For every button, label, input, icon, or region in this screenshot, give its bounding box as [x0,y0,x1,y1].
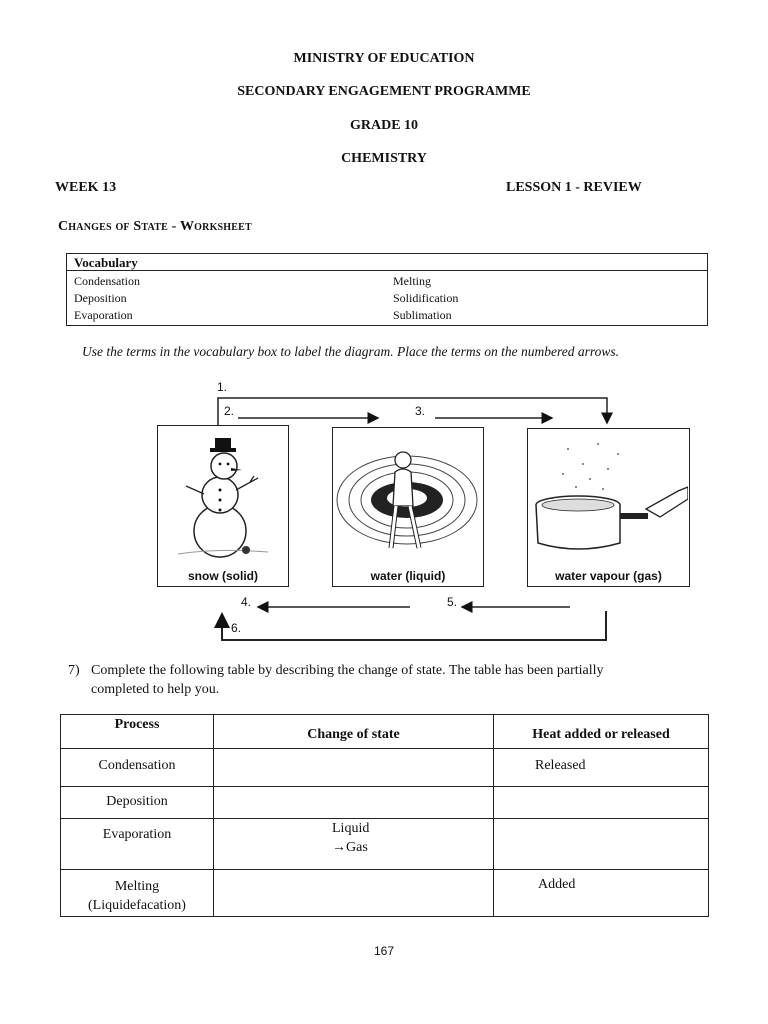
vocab-term: Evaporation [74,308,133,322]
question-line-2: completed to help you. [91,682,220,697]
arrow-label-4: 4. [241,595,252,609]
table-row [61,870,709,917]
pot-illustration [528,429,688,565]
cell-change[interactable] [214,870,494,917]
cell-change-line-1: Liquid [332,821,370,836]
instruction-text: Use the terms in the vocabulary box to label the diagram. Place the terms on the numbered arrows. [82,344,620,359]
header-process: Process [61,715,214,749]
table-row [61,749,709,787]
arrow-label-1: 1. [217,380,228,394]
cell-process: Condensation [61,749,214,787]
cell-heat[interactable]: Added [494,870,709,917]
cell-process-line-2: (Liquidefacation) [88,898,186,913]
vocab-term: Condensation [74,274,140,288]
cell-change[interactable] [214,749,494,787]
panel-water [332,427,484,587]
vocabulary-heading-row [67,254,707,271]
cell-process-line-1: Melting [114,879,160,894]
cell-heat[interactable] [494,819,709,870]
cell-heat[interactable] [494,787,709,819]
header-ministry: MINISTRY OF EDUCATION [293,51,475,66]
vocab-term: Sublimation [393,308,452,322]
panel-snow [157,425,289,587]
question-number: 7) [68,663,80,678]
swimmer-illustration [333,428,482,566]
panel-caption-water: water (liquid) [370,569,446,583]
cell-change-line-2: →Gas [332,840,368,855]
header-heat: Heat added or released [494,715,709,749]
table-row [61,787,709,819]
vocab-term: Deposition [74,291,127,305]
cell-process [61,870,214,917]
vocabulary-box [66,253,708,326]
cell-process: Evaporation [61,819,214,870]
header-change-of-state: Change of state [214,715,494,749]
panel-vapour [527,428,690,587]
arrow-6 [222,611,606,640]
header-programme: SECONDARY ENGAGEMENT PROGRAMME [237,84,531,99]
question-line-1: Complete the following table by describing the change of state. The table has been partially [91,663,604,678]
cell-process: Deposition [61,787,214,819]
change-of-state-diagram [150,376,720,646]
lesson-label: LESSON 1 - REVIEW [506,180,642,195]
change-of-state-table [60,714,709,917]
vocabulary-heading: Vocabulary [74,255,138,270]
table-row [61,819,709,870]
cell-change[interactable] [214,787,494,819]
table-header-row [61,715,709,749]
page-number: 167 [373,944,395,958]
arrow-1 [218,398,607,425]
vocab-term: Melting [393,274,431,288]
arrow-label-5: 5. [447,595,458,609]
panel-caption-snow: snow (solid) [188,569,258,583]
worksheet-title: Changes of State - Worksheet [58,219,252,234]
arrow-label-2: 2. [224,404,235,418]
panel-caption-vapour: water vapour (gas) [555,569,662,583]
cell-change[interactable] [214,819,494,870]
header-subject: CHEMISTRY [341,151,427,166]
arrow-label-6: 6. [231,621,242,635]
week-label: WEEK 13 [55,180,117,195]
arrow-label-3: 3. [415,404,426,418]
header-grade: GRADE 10 [349,118,419,133]
snowman-illustration [158,426,287,566]
cell-heat[interactable]: Released [494,749,709,787]
vocab-term: Solidification [393,291,459,305]
